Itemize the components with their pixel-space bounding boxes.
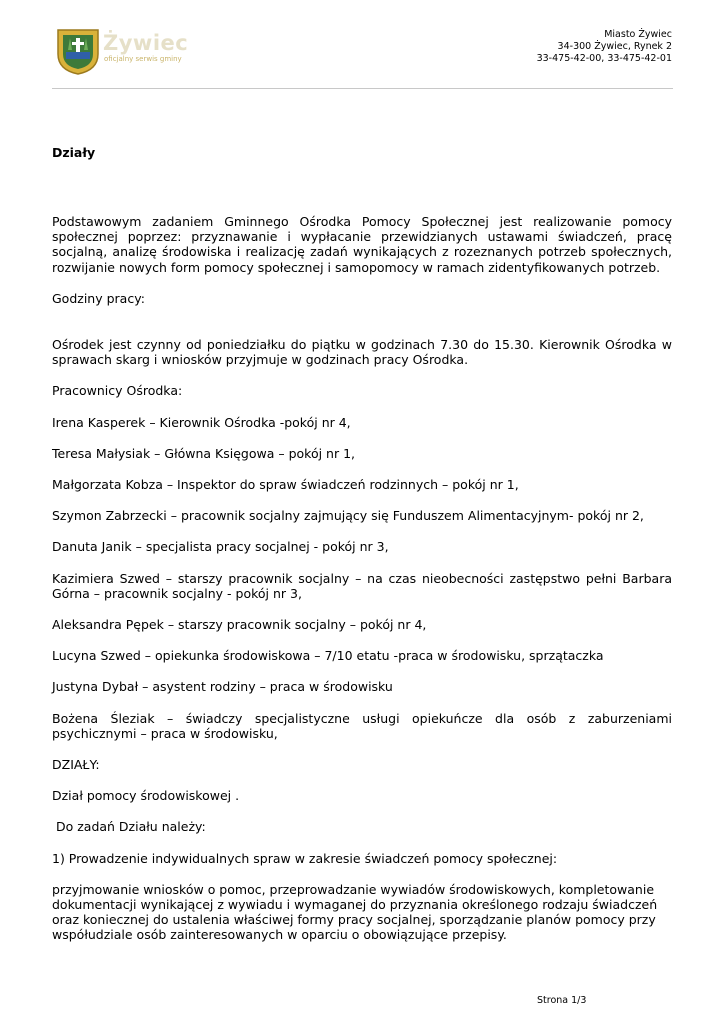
crest-icon [52,24,104,76]
staff-item: Justyna Dybał – asystent rodziny – praca w środowisku [52,679,393,695]
staff-item: Irena Kasperek – Kierownik Ośrodka -pokój nr 4, [52,414,351,430]
staff-item: Małgorzata Kobza – Inspektor do spraw świadczeń rodzinnych – pokój nr 1, [52,477,519,493]
address-line-street: 34-300 Żywiec, Rynek 2 [557,41,672,52]
header-divider [52,88,673,89]
page-title: Działy [52,145,96,160]
task-description: przyjmowanie wniosków o pomoc, przeprowadzanie wywiadów środowiskowych, kompletowanie dokumentacji wynikającej z wywiadu i wymaganej do przyznania określonego rodzaju świadczeń oraz koniecznej do ustalenia właściwej formy pracy socjalnej, sporządzanie planów pomocy przy współudziale osób zainteresowanych w oparciu o obowiązujące przepisy. [52,881,658,943]
logo-wordmark: Żywiec [103,31,189,55]
section-heading-departments: DZIAŁY: [52,757,100,773]
staff-item: Szymon Zabrzecki – pracownik socjalny zajmujący się Funduszem Alimentacyjnym- pokój nr 2, [52,508,644,524]
paragraph-staff-label: Pracownicy Ośrodka: [52,383,183,399]
department-tasks-label: Do zadań Działu należy: [52,819,206,835]
page-number: Strona 1/3 [537,995,587,1006]
address-line-name: Miasto Żywiec [604,29,672,40]
paragraph-hours: Ośrodek jest czynny od poniedziałku do piątku w godzinach 7.30 do 15.30. Kierownik Ośrodka w sprawach skarg i wniosków przyjmuje w godzinach pracy Ośrodka. [52,337,672,368]
address-line-phone: 33-475-42-00, 33-475-42-01 [536,53,672,64]
staff-item: Aleksandra Pępek – starszy pracownik socjalny – pokój nr 4, [52,617,427,633]
staff-item: Lucyna Szwed – opiekunka środowiskowa – 7/10 etatu -praca w środowisku, sprzątaczka [52,648,604,664]
staff-item: Danuta Janik – specjalista pracy socjalnej - pokój nr 3, [52,539,389,555]
staff-item: Kazimiera Szwed – starszy pracownik socjalny – na czas nieobecności zastępstwo pełni Barbara Górna – pracownik socjalny - pokój nr 3, [52,570,672,601]
paragraph-intro: Podstawowym zadaniem Gminnego Ośrodka Pomocy Społecznej jest realizowanie pomocy społecznej poprzez: przyznawanie i wypłacanie przewidzianych ustawami świadczeń, pracę socjalną, analizę środowiska i realizację zadań wynikających z rozeznanych potrzeb społecznych, rozwijanie nowych form pomocy społecznej i samopomocy w ramach zidentyfikowanych potrzeb. [52,214,672,275]
paragraph-hours-label: Godziny pracy: [52,290,145,306]
logo-subtitle: oficjalny serwis gminy [104,55,182,63]
task-item: 1) Prowadzenie indywidualnych spraw w zakresie świadczeń pomocy społecznej: [52,850,558,866]
document-body [52,214,672,943]
staff-item: Teresa Małysiak – Główna Księgowa – pokój nr 1, [52,445,356,461]
staff-item: Bożena Śleziak – świadczy specjalistyczne usługi opiekuńcze dla osób z zaburzeniami psychicznymi – praca w środowisku, [52,710,672,741]
municipality-address [537,29,672,65]
department-name: Dział pomocy środowiskowej . [52,788,240,804]
